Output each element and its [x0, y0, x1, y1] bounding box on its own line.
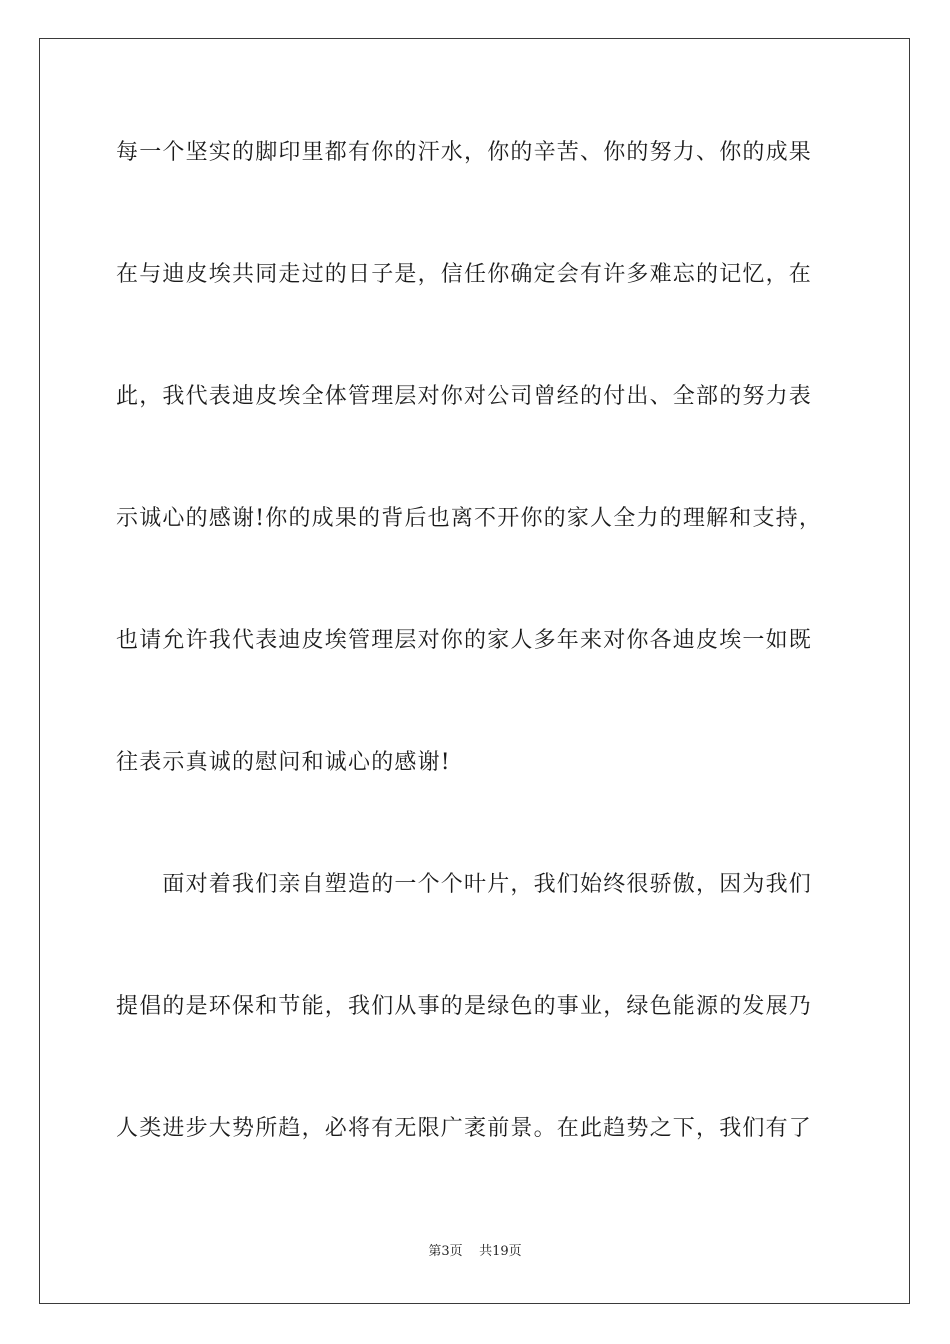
body-text-line-2: 在与迪皮埃共同走过的日子是，信任你确定会有许多难忘的记忆，在: [116, 262, 813, 287]
body-text-line-8: 提倡的是环保和节能，我们从事的是绿色的事业，绿色能源的发展乃: [116, 994, 813, 1019]
body-text-line-9: 人类进步大势所趋，必将有无限广袤前景。在此趋势之下，我们有了: [116, 1116, 813, 1141]
body-text-line-1: 每一个坚实的脚印里都有你的汗水，你的辛苦、你的努力、你的成果: [116, 140, 813, 165]
body-text-line-5: 也请允许我代表迪皮埃管理层对你的家人多年来对你各迪皮埃一如既: [116, 628, 813, 653]
body-text-line-3: 此，我代表迪皮埃全体管理层对你对公司曾经的付出、全部的努力表: [116, 384, 813, 409]
page-footer: [0, 1243, 950, 1261]
page-total: 共19页: [479, 1244, 522, 1259]
body-text-line-4: 示诚心的感谢!你的成果的背后也离不开你的家人全力的理解和支持，: [116, 506, 823, 531]
page-number: 第3页: [428, 1244, 463, 1259]
body-text-line-6: 往表示真诚的慰问和诚心的感谢!: [116, 750, 451, 775]
body-text-line-7: 面对着我们亲自塑造的一个个叶片，我们始终很骄傲，因为我们: [116, 872, 813, 897]
